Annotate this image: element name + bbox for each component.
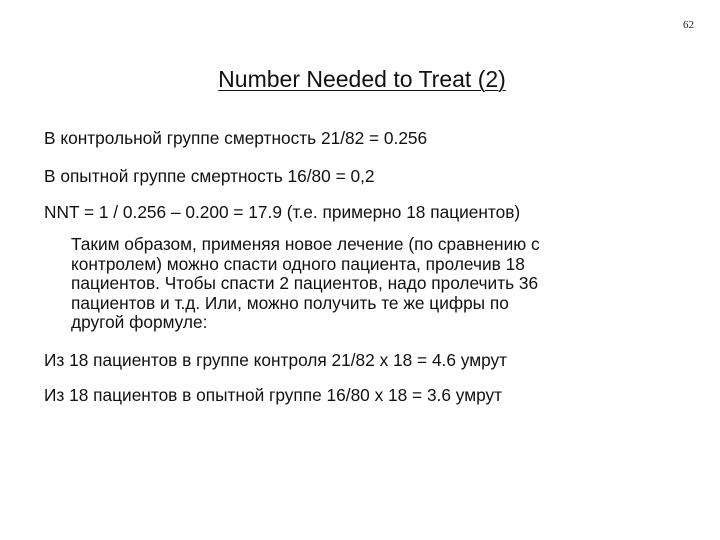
explanation-paragraph [71,235,631,333]
paragraph-line: контролем) можно спасти одного пациента, пролечив 18 [71,253,525,274]
control-mortality-line: В контрольной группе смертность 21/82 = 0.256 [44,128,428,148]
experimental-mortality-line: В опытной группе смертность 16/80 = 0,2 [44,166,375,186]
slide-title: Number Needed to Treat (2) [218,66,506,92]
paragraph-line: Таким образом, применяя новое лечение (по сравнению с [71,234,540,254]
paragraph-line: другой формуле: [71,312,208,332]
paragraph-line: пациентов и т.д. Или, можно получить те же цифры по [71,292,509,313]
experimental-deaths-line: Из 18 пациентов в опытной группе 16/80 х 18 = 3.6 умрут [44,385,503,405]
page-number: 62 [683,19,694,31]
nnt-formula-line: NNT = 1 / 0.256 – 0.200 = 17.9 (т.е. примерно 18 пациентов) [44,202,521,222]
control-deaths-line: Из 18 пациентов в группе контроля 21/82 х 18 = 4.6 умрут [44,350,508,370]
paragraph-line: пациентов. Чтобы спасти 2 пациентов, надо пролечить 36 [71,273,539,293]
